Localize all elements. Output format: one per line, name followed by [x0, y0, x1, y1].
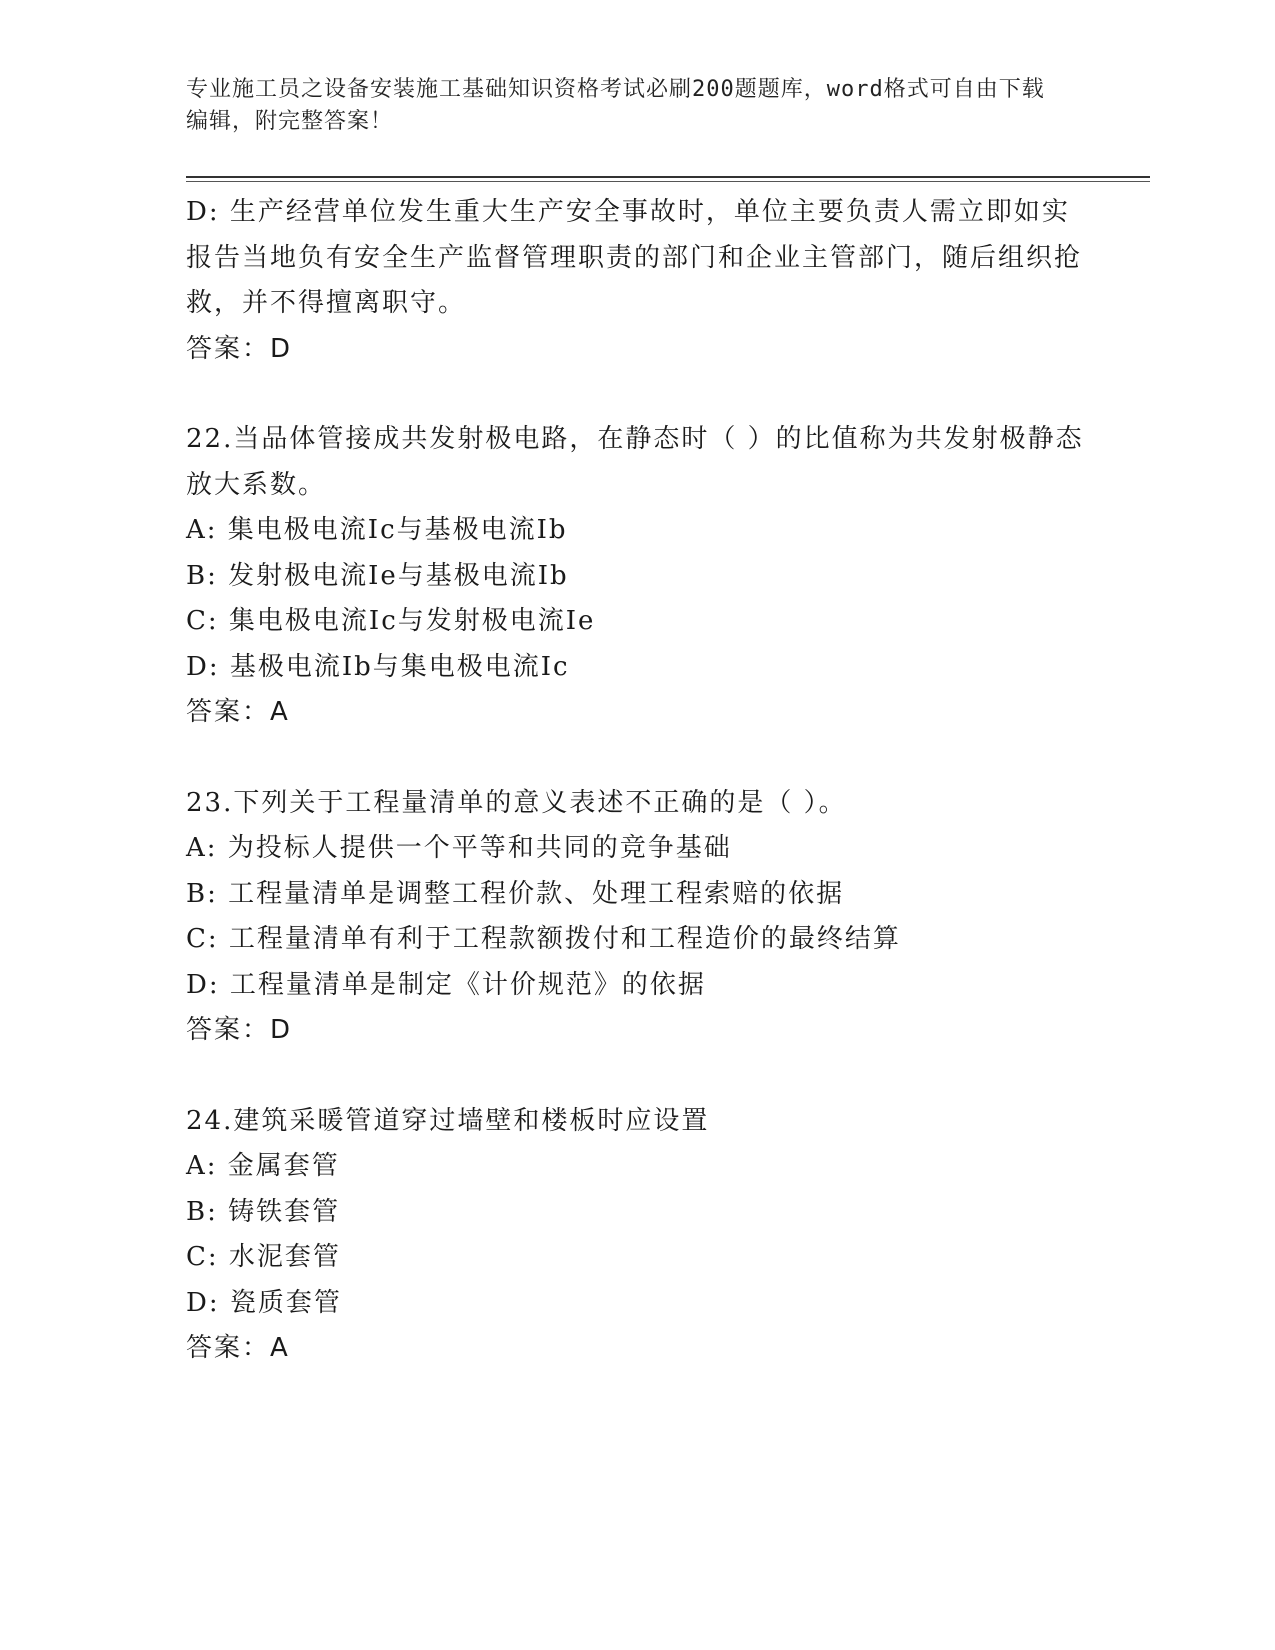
question-24	[186, 1099, 1086, 1372]
option-a: A: 集电极电流Ic与基极电流Ib	[186, 515, 568, 545]
option-b: B: 铸铁套管	[186, 1196, 341, 1227]
question-stem: 24.建筑采暖管道穿过墙壁和楼板时应设置	[186, 1105, 710, 1136]
option-d: D: 瓷质套管	[186, 1287, 342, 1318]
option-d: D: 基极电流Ib与集电极电流Ic	[186, 651, 570, 682]
option-a: A: 为投标人提供一个平等和共同的竞争基础	[186, 833, 732, 863]
spacer	[186, 372, 1086, 417]
option-d: D: 工程量清单是制定《计价规范》的依据	[186, 969, 706, 1000]
answer-line: 答案：D	[186, 333, 293, 364]
option-c: C: 集电极电流Ic与发射极电流Ie	[186, 606, 596, 636]
continued-question	[186, 190, 1086, 372]
question-23	[186, 781, 1086, 1054]
question-22	[186, 417, 1086, 736]
option-a: A: 金属套管	[186, 1151, 340, 1181]
answer-line: 答案：D	[186, 1015, 293, 1045]
option-b: B: 发射极电流Ie与基极电流Ib	[186, 560, 569, 591]
question-stem: 23.下列关于工程量清单的意义表述不正确的是（ ）。	[186, 787, 847, 818]
option-c: C: 工程量清单有利于工程款额拨付和工程造价的最终结算	[186, 924, 901, 954]
question-stem: 22.当品体管接成共发射极电路，在静态时（ ）的比值称为共发射极静态放大系数。	[186, 424, 1084, 500]
header-divider-thin	[186, 181, 1150, 182]
answer-line: 答案：A	[186, 697, 290, 727]
document-body	[186, 190, 1086, 1372]
spacer	[186, 1054, 1086, 1099]
option-d: D: 生产经营单位发生重大生产安全事故时，单位主要负责人需立即如实报告当地负有安全生产监督管理职责的部门和企业主管部门，随后组织抢救，并不得擅离职守。	[186, 197, 1083, 318]
option-c: C: 水泥套管	[186, 1242, 341, 1272]
header-divider-thick	[186, 176, 1150, 178]
document-header: 专业施工员之设备安装施工基础知识资格考试必刷200题题库，word格式可自由下载编辑，附完整答案！	[186, 77, 1045, 134]
option-b: B: 工程量清单是调整工程价款、处理工程索赔的依据	[186, 878, 845, 909]
answer-line: 答案：A	[186, 1333, 290, 1363]
spacer	[186, 736, 1086, 781]
